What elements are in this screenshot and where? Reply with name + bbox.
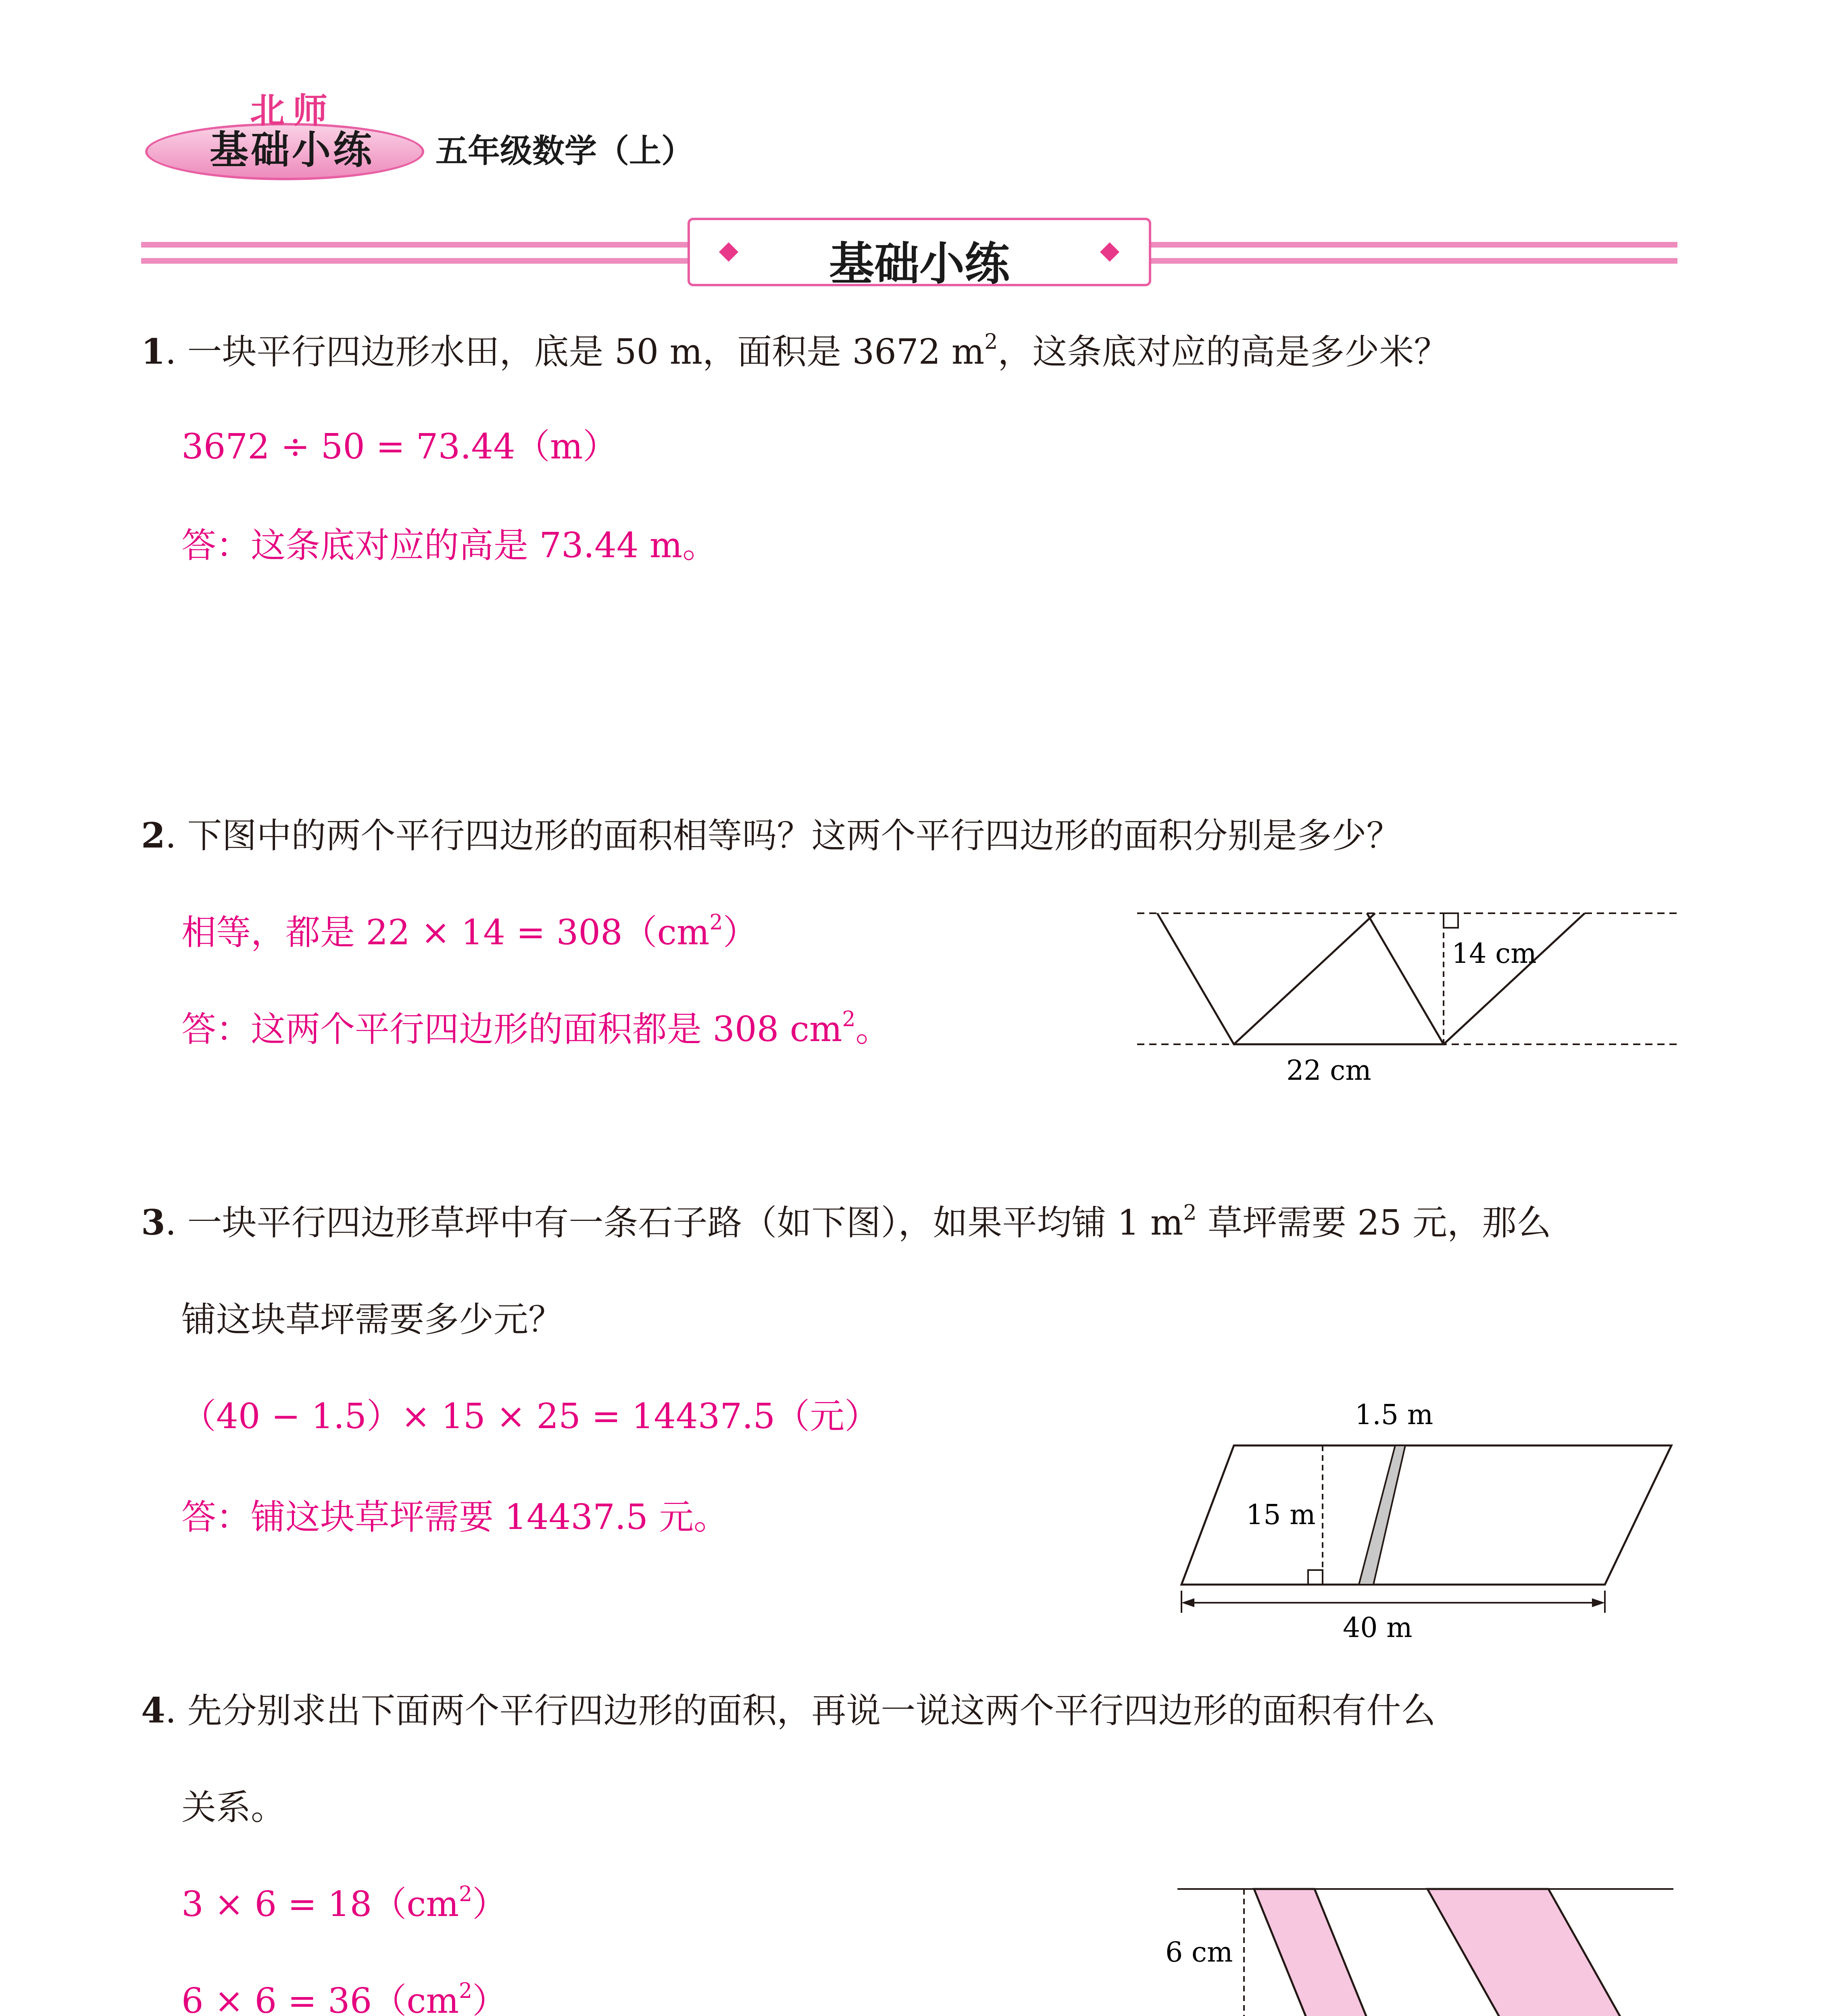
q3-path-label: 1.5 m bbox=[1355, 1399, 1433, 1431]
q3-stone-path bbox=[1359, 1445, 1405, 1585]
q3-text-line2: 铺这块草坪需要多少元？ bbox=[181, 1300, 563, 1340]
q2-right-angle-mark bbox=[1444, 913, 1458, 928]
q3-arrowhead-right bbox=[1592, 1598, 1605, 1607]
section-title: 基础小练 bbox=[829, 238, 1010, 290]
q3-height-label: 15 m bbox=[1246, 1499, 1316, 1531]
q3-base-label: 40 m bbox=[1343, 1612, 1413, 1644]
q3-right-angle-mark bbox=[1308, 1570, 1323, 1585]
q4-number: 4 bbox=[141, 1690, 165, 1731]
q3-figure bbox=[1169, 1387, 1686, 1649]
banner-stripe-right-bottom bbox=[1151, 258, 1677, 264]
q3-answer: 答：铺这块草坪需要 14437.5 元。 bbox=[181, 1497, 729, 1537]
q1-number: 1 bbox=[141, 331, 165, 372]
q2-answer: 答：这两个平行四边形的面积都是 308 $cm^2$。 bbox=[181, 1007, 890, 1050]
q4-figure bbox=[1145, 1871, 1686, 2016]
banner-stripe-left-top bbox=[141, 242, 688, 248]
q2-parallelogram-1 bbox=[1157, 913, 1444, 1044]
q4-height-label: 6 cm bbox=[1165, 1937, 1233, 1968]
q1-answer: 答：这条底对应的高是 73.44 m。 bbox=[181, 525, 717, 566]
q4-parallelogram-large bbox=[1427, 1889, 1621, 2016]
brand-logo-main: 基础小练 bbox=[210, 127, 374, 173]
q3-number: 3 bbox=[141, 1202, 165, 1243]
q4-calc-1: $3 \times 6 = 18(cm^2)$ bbox=[181, 1882, 507, 1924]
q1-text: 1. 一块平行四边形水田，底是 50 m，面积是 3672 $m^2$，这条底对应的高是多少米？ bbox=[141, 330, 1449, 372]
q4-text-line2: 关系。 bbox=[181, 1787, 285, 1828]
q4-text: 4. 先分别求出下面两个平行四边形的面积，再说一说这两个平行四边形的面积有什么 bbox=[141, 1690, 1436, 1731]
q2-text: 2. 下图中的两个平行四边形的面积相等吗？这两个平行四边形的面积分别是多少？ bbox=[141, 815, 1401, 856]
q2-calc: 相等，都是 $22 \times 14 = 308(cm^2)$ bbox=[181, 910, 758, 953]
q3-text: 3. 一块平行四边形草坪中有一条石子路（如下图），如果平均铺 1 $m^2$ 草坪需要 25 元，那么 bbox=[141, 1201, 1552, 1243]
brand-logo-sup: 北师 bbox=[250, 91, 335, 131]
banner-stripe-right-top bbox=[1151, 242, 1677, 248]
q4-calc-2: $6 \times 6 = 36(cm^2)$ bbox=[181, 1979, 507, 2016]
book-title: 五年级数学（上） bbox=[435, 132, 694, 170]
q1-calc: 3672 ÷ 50 = 73.44（m） bbox=[181, 427, 618, 467]
q2-height-label: 14 cm bbox=[1452, 938, 1537, 970]
q3-arrowhead-left bbox=[1181, 1598, 1194, 1607]
q3-calc: （40 − 1.5）× 15 × 25 = 14437.5（元） bbox=[181, 1396, 879, 1437]
q2-base-label: 22 cm bbox=[1286, 1055, 1371, 1087]
q2-parallelogram-2 bbox=[1234, 913, 1375, 1044]
q2-figure bbox=[1129, 899, 1686, 1093]
q2-parallelogram-2b bbox=[1444, 913, 1585, 1044]
q2-number: 2 bbox=[141, 815, 165, 856]
q4-parallelogram-small bbox=[1254, 1889, 1367, 2016]
banner-stripe-left-bottom bbox=[141, 258, 688, 264]
